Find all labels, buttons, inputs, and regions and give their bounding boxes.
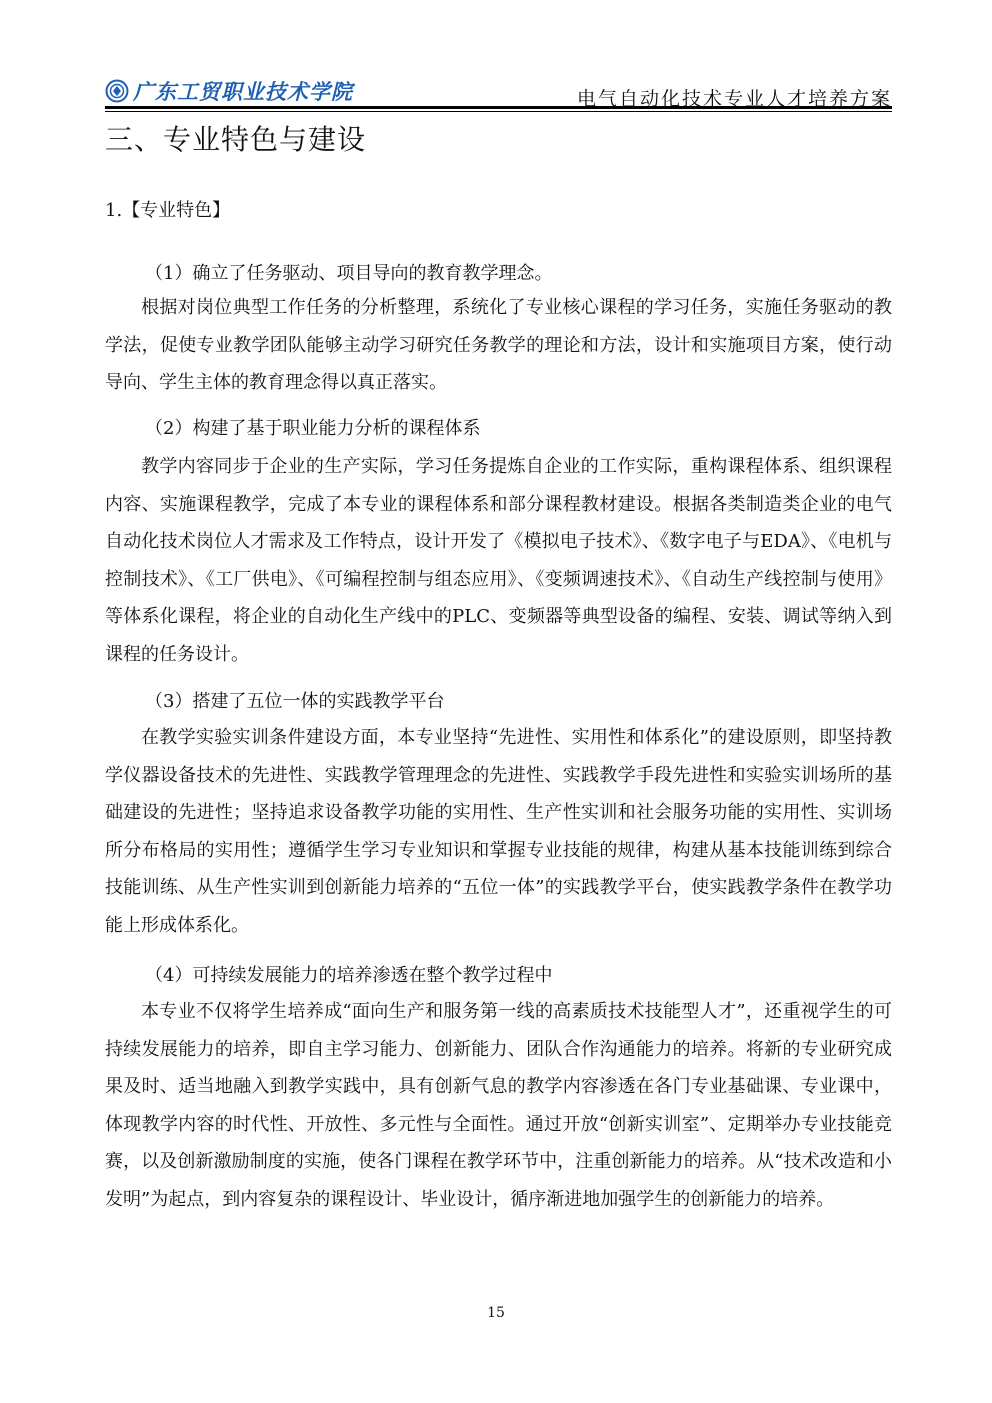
item-heading-1: （1）确立了任务驱动、项目导向的教育教学理念。 [145, 263, 553, 284]
item-paragraph-3 [105, 719, 892, 944]
header-rule-thick [105, 106, 892, 109]
logo-text: 广东工贸职业技术学院 [133, 79, 353, 104]
item-heading-3: （3）搭建了五位一体的实践教学平台 [145, 691, 445, 712]
item-paragraph-1 [105, 289, 892, 402]
paragraph-text: 教学内容同步于企业的生产实际，学习任务提炼自企业的工作实际，重构课程体系、组织课程内容、实施课程教学，完成了本专业的课程体系和部分课程教材建设。根据各类制造类企业的电气自动化技术岗位人才需求及工作特点，设计开发了《模拟电子技术》、《数字电子与EDA》、《电机与控制技术》、《工厂供电》、《可编程控制与组态应用》、《变频调速技术》、《自动生产线控制与使用》等体系化课程，将企业的自动化生产线中的PLC、变频器等典型设备的编程、安装、调试等纳入到课程的任务设计。 [105, 456, 892, 665]
page-header [105, 68, 892, 110]
item-paragraph-4 [105, 993, 892, 1218]
section-title: 三、专业特色与建设 [105, 123, 367, 156]
paragraph-text: 根据对岗位典型工作任务的分析整理，系统化了专业核心课程的学习任务，实施任务驱动的教学法，促使专业教学团队能够主动学习研究任务教学的理论和方法，设计和实施项目方案，使行动导向、学生主体的教育理念得以真正落实。 [105, 297, 892, 393]
item-paragraph-2 [105, 448, 892, 673]
paragraph-text: 本专业不仅将学生培养成“面向生产和服务第一线的高素质技术技能型人才”，还重视学生的可持续发展能力的培养，即自主学习能力、创新能力、团队合作沟通能力的培养。将新的专业研究成果及时、适当地融入到教学实践中，具有创新气息的教学内容渗透在各门专业基础课、专业课中，体现教学内容的时代性、开放性、多元性与全面性。通过开放“创新实训室”、定期举办专业技能竞赛，以及创新激励制度的实施，使各门课程在教学环节中，注重创新能力的培养。从“技术改造和小发明”为起点，到内容复杂的课程设计、毕业设计，循序渐进地加强学生的创新能力的培养。 [105, 1001, 892, 1210]
item-heading-4: （4）可持续发展能力的培养渗透在整个教学过程中 [145, 965, 553, 986]
school-emblem-icon [105, 79, 129, 103]
school-logo [105, 76, 353, 106]
paragraph-text: 在教学实验实训条件建设方面，本专业坚持“先进性、实用性和体系化”的建设原则，即坚持教学仪器设备技术的先进性、实践教学管理理念的先进性、实践教学手段先进性和实验实训场所的基础建设的先进性；坚持追求设备教学功能的实用性、生产性实训和社会服务功能的实用性、实训场所分布格局的实用性；遵循学生学习专业知识和掌握专业技能的规律，构建从基本技能训练到综合技能训练、从生产性实训到创新能力培养的“五位一体”的实践教学平台，使实践教学条件在教学功能上形成体系化。 [105, 727, 892, 936]
item-heading-2: （2）构建了基于职业能力分析的课程体系 [145, 418, 481, 439]
document-title: 电气自动化技术专业人才培养方案 [576, 88, 892, 110]
page-number: 15 [487, 1305, 505, 1321]
subsection-title: 1.【专业特色】 [105, 200, 231, 221]
header-rule-thin [105, 111, 892, 112]
